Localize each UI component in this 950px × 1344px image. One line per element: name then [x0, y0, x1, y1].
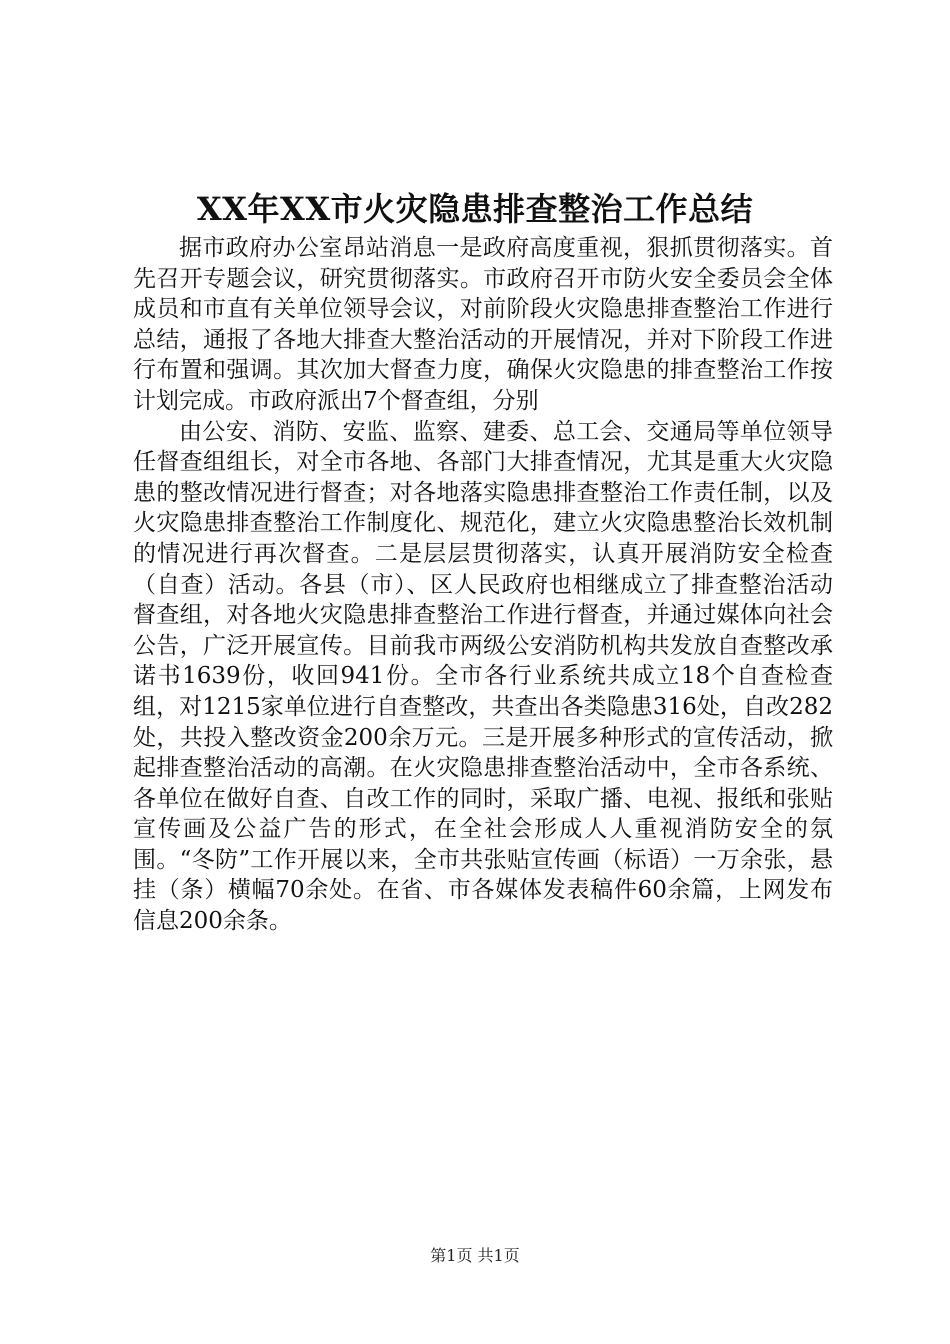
page-footer: 第1页 共1页	[430, 1246, 520, 1265]
document-body	[133, 233, 833, 937]
paragraph-1: 据市政府办公室昂站消息一是政府高度重视，狠抓贯彻落实。首先召开专题会议，研究贯彻落实。市政府召开市防火安全委员会全体成员和市直有关单位领导会议，对前阶段火灾隐患排查整治工作进行总结，通报了各地大排查大整治活动的开展情况，并对下阶段工作进行布置和强调。其次加大督查力度，确保火灾隐患的排查整治工作按计划完成。市政府派出7个督查组，分别	[133, 235, 833, 414]
paragraph-2: 由公安、消防、安监、监察、建委、总工会、交通局等单位领导任督查组组长，对全市各地、各部门大排查情况，尤其是重大火灾隐患的整改情况进行督查；对各地落实隐患排查整治工作责任制，以及火灾隐患排查整治工作制度化、规范化，建立火灾隐患整治长效机制的情况进行再次督查。二是层层贯彻落实，认真开展消防安全检查（自查）活动。各县（市）、区人民政府也相继成立了排查整治活动督查组，对各地火灾隐患排查整治工作进行督查，并通过媒体向社会公告，广泛开展宣传。目前我市两级公安消防机构共发放自查整改承诺书1639份，收回941份。全市各行业系统共成立18个自查检查组，对1215家单位进行自查整改，共查出各类隐患316处，自改282处，共投入整改资金200余万元。三是开展多种形式的宣传活动，掀起排查整治活动的高潮。在火灾隐患排查整治活动中，全市各系统、各单位在做好自查、自改工作的同时，采取广播、电视、报纸和张贴宣传画及公益广告的形式，在全社会形成人人重视消防安全的氛围。“冬防”工作开展以来，全市共张贴宣传画（标语）一万余张，悬挂（条）横幅70余处。在省、市各媒体发表稿件60余篇，上网发布信息200余条。	[133, 418, 833, 935]
document-title: XX年XX市火灾隐患排查整治工作总结	[196, 190, 754, 228]
